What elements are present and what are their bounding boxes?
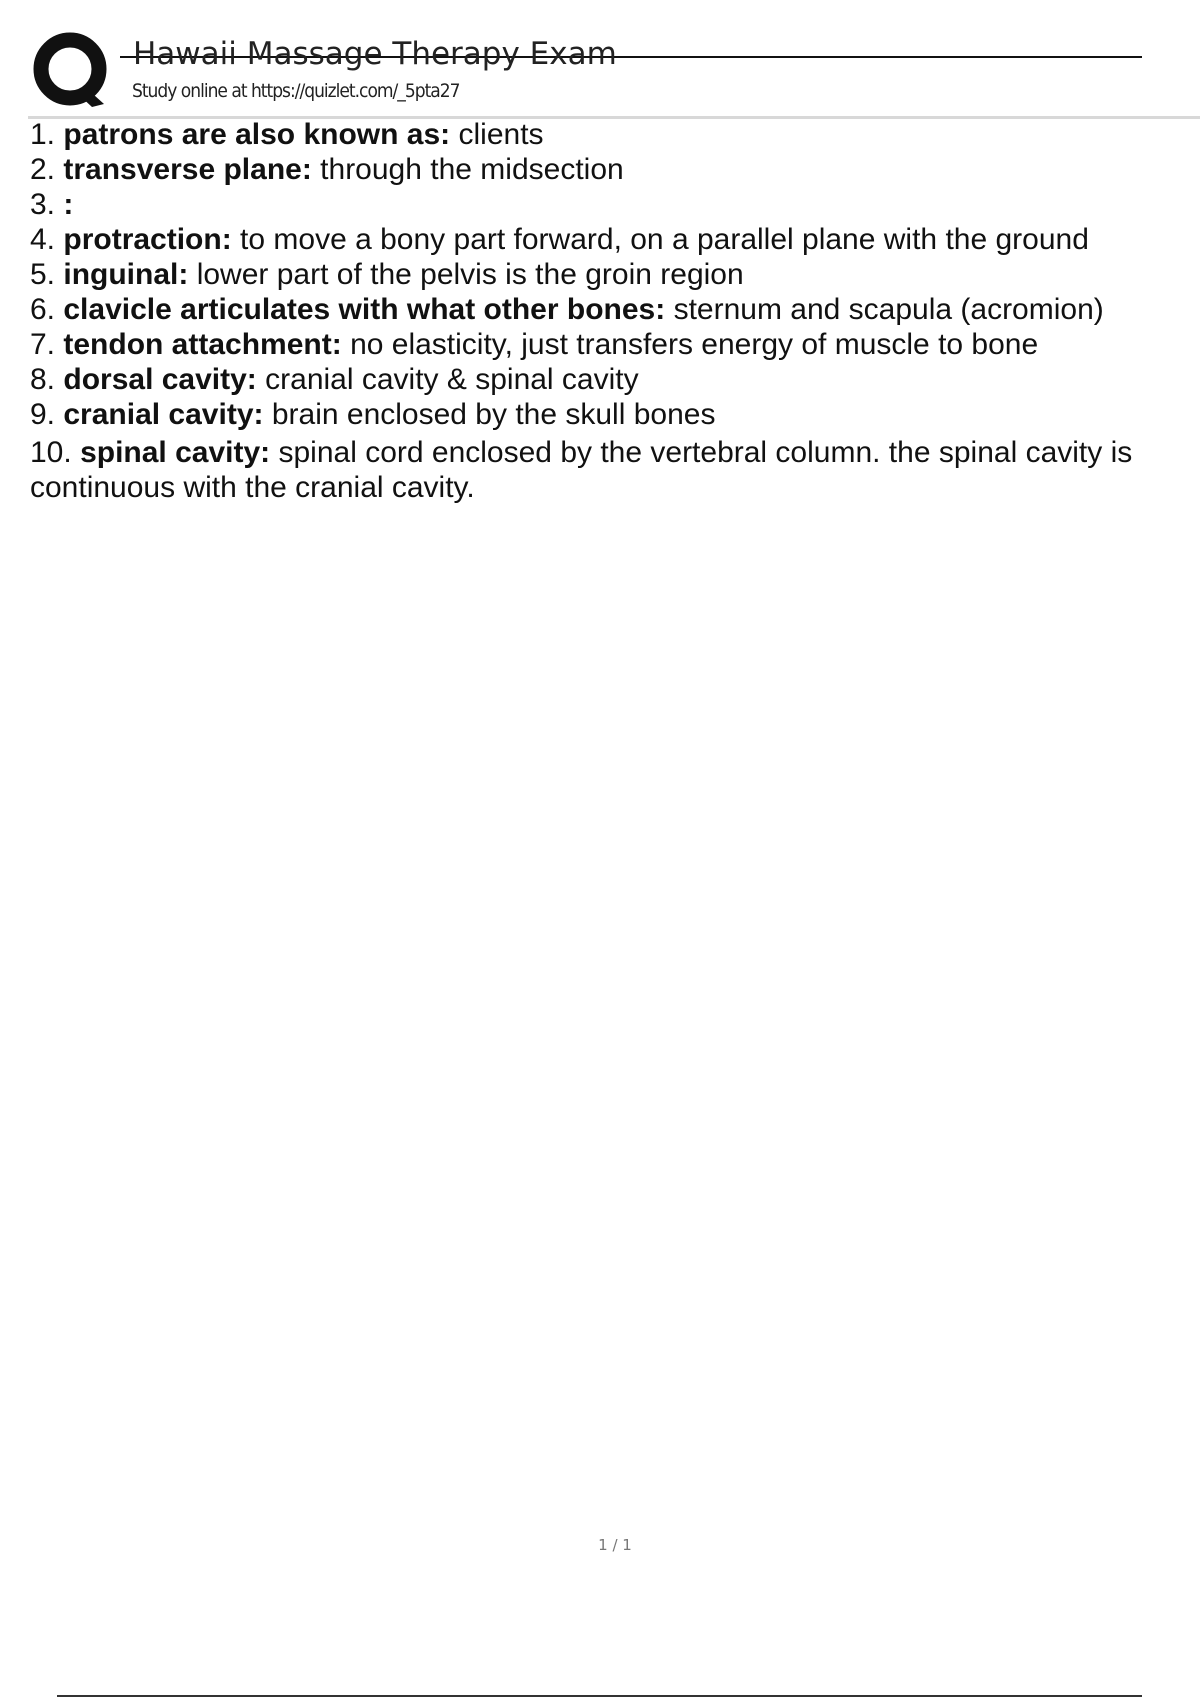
card-number: 10. [30, 436, 72, 469]
card-number: 8. [30, 363, 56, 396]
flashcard-item [30, 397, 1200, 432]
card-number: 2. [30, 153, 56, 186]
card-definition: cranial cavity & spinal cavity [265, 363, 639, 396]
card-number: 7. [30, 328, 56, 361]
quizlet-logo-icon [32, 30, 112, 110]
card-term: clavicle articulates with what other bones: [63, 293, 666, 326]
flashcard-item [30, 117, 1200, 152]
card-number: 3. [30, 188, 56, 221]
card-definition: no elasticity, just transfers energy of muscle to bone [350, 328, 1039, 361]
card-number: 4. [30, 223, 56, 256]
card-number: 5. [30, 258, 56, 291]
flashcard-item [30, 222, 1200, 257]
card-number: 1. [30, 118, 56, 151]
card-definition: sternum and scapula (acromion) [673, 293, 1104, 326]
card-definition: lower part of the pelvis is the groin region [196, 258, 744, 291]
document-header [0, 0, 1200, 120]
card-term: tendon attachment: [63, 328, 342, 361]
card-term: : [63, 188, 74, 221]
card-term: inguinal: [63, 258, 189, 291]
flashcard-item [30, 257, 1200, 292]
card-term: patrons are also known as: [63, 118, 451, 151]
card-definition: spinal cord enclosed by the vertebral column. the spinal cavity is continuous with the cranial cavity. [30, 436, 1133, 504]
card-term: dorsal cavity: [63, 363, 257, 396]
card-term: cranial cavity: [63, 398, 264, 431]
flashcard-item [30, 435, 1200, 505]
card-definition: through the midsection [320, 153, 624, 186]
card-number: 9. [30, 398, 56, 431]
card-term: protraction: [63, 223, 232, 256]
footer-divider [57, 1695, 1142, 1697]
card-term: spinal cavity: [80, 436, 271, 469]
card-definition: brain enclosed by the skull bones [271, 398, 716, 431]
card-term: transverse plane: [63, 153, 312, 186]
study-online-link[interactable]: Study online at https://quizlet.com/_5pta27 [132, 80, 460, 102]
document-title: Hawaii Massage Therapy Exam [133, 36, 617, 72]
card-definition: clients [458, 118, 544, 151]
flashcard-list [30, 117, 1200, 505]
card-number: 6. [30, 293, 56, 326]
card-definition: to move a bony part forward, on a parallel plane with the ground [240, 223, 1089, 256]
flashcard-item [30, 292, 1200, 327]
flashcard-item [30, 327, 1200, 362]
flashcard-item [30, 187, 1200, 222]
flashcard-item [30, 362, 1200, 397]
page-indicator: 1 / 1 [598, 1536, 632, 1554]
flashcard-item [30, 152, 1200, 187]
